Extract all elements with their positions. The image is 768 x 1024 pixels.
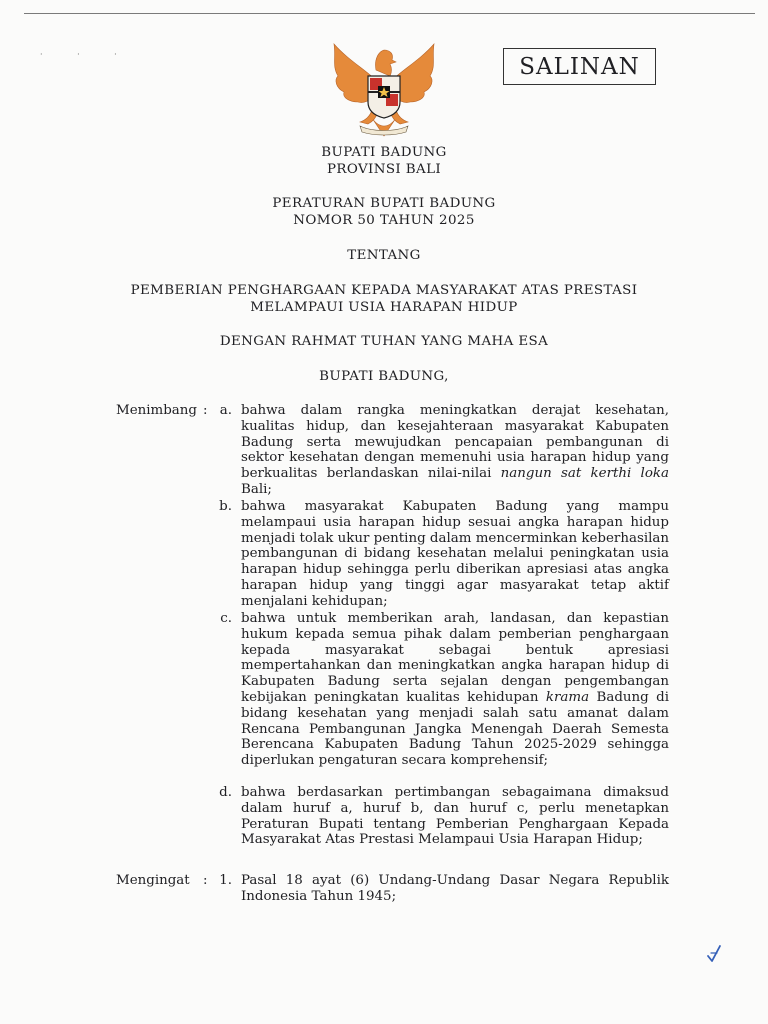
clause-text: Badung di bidang kesehatan yang menjadi salah satu amanat dalam Rencana Pembangunan Jangka Menengah Daerah Semesta Berencana Kabupaten Badung Tahun 2025-2029 sehingga diperlukan pengaturan secara komprehensif; [241, 689, 669, 769]
scan-specks: · · · [40, 50, 133, 59]
clause-marker: d. [219, 785, 232, 800]
salinan-stamp: SALINAN [503, 48, 656, 85]
clause-text: bahwa masyarakat Kabupaten Badung yang mampu melampaui usia harapan hidup sesuai angka harapan hidup menjadi tolak ukur penting dalam mencerminkan keberhasilan pembangunan di bidang kesehatan melalui peningkatan usia harapan hidup sehingga perlu diberikan apresiasi atas angka harapan hidup yang tinggi agar masyarakat tetap aktif menjalani kehidupan; [241, 499, 669, 609]
subject-line-2: MELAMPAUI USIA HARAPAN HIDUP [250, 300, 518, 315]
menimbang-item-d [241, 785, 669, 848]
pen-check-icon [706, 944, 722, 964]
clause-text: bahwa berdasarkan pertimbangan sebagaimana dimaksud dalam huruf a, huruf b, dan huruf c, perlu menetapkan Peraturan Bupati tentang Pemberian Penghargaan Kepada Masyarakat Atas Prestasi Melampaui Usia Harapan Hidup; [241, 785, 669, 848]
garuda-emblem-icon [326, 40, 442, 140]
regulation-title: PERATURAN BUPATI BADUNG [272, 196, 496, 211]
clause-marker: 1. [219, 873, 232, 888]
issuer-line: BUPATI BADUNG, [319, 369, 449, 384]
clause-italic-term: nangun sat kerthi loka [500, 466, 669, 482]
clause-text: bahwa untuk memberikan arah, landasan, dan kepastian hukum kepada semua pihak dalam pemberian penghargaan kepada masyarakat sebagai bentuk apresiasi mempertahankan dan meningkatkan angka harapan hidup di Kabupaten Badung serta sejalan dengan pengembangan kebijakan peningkatan kualitas kehidupan [241, 611, 669, 705]
top-border-line [24, 13, 755, 14]
regulation-number: NOMOR 50 TAHUN 2025 [293, 213, 475, 228]
clause-marker: a. [219, 403, 232, 418]
clause-marker: c. [220, 611, 232, 626]
menimbang-separator: : [203, 403, 208, 418]
menimbang-label: Menimbang [116, 403, 197, 418]
clause-text: bahwa dalam rangka meningkatkan derajat kesehatan, kualitas hidup, dan kesejahteraan masyarakat Kabupaten Badung serta mewujudkan pencapaian pembangunan di sektor kesehatan dengan memenuhi usia harapan hidup yang berkualitas berlandaskan nilai-nilai [241, 403, 669, 482]
clause-marker: b. [219, 499, 232, 514]
mengingat-label: Mengingat [116, 873, 190, 888]
mengingat-item-1 [241, 873, 669, 905]
province-heading: PROVINSI BALI [326, 162, 442, 177]
clause-text: Pasal 18 ayat (6) Undang-Undang Dasar Negara Republik Indonesia Tahun 1945; [241, 873, 669, 904]
menimbang-item-b [241, 499, 669, 610]
about-heading: TENTANG [347, 248, 421, 263]
menimbang-item-a [241, 403, 669, 498]
menimbang-item-c [241, 611, 669, 769]
clause-italic-term: krama [545, 689, 590, 705]
clause-text: Bali; [241, 481, 272, 497]
blessing-line: DENGAN RAHMAT TUHAN YANG MAHA ESA [219, 334, 549, 349]
mengingat-separator: : [203, 873, 208, 888]
authority-heading: BUPATI BADUNG [321, 145, 447, 160]
subject-line-1: PEMBERIAN PENGHARGAAN KEPADA MASYARAKAT ATAS PRESTASI [130, 283, 638, 298]
